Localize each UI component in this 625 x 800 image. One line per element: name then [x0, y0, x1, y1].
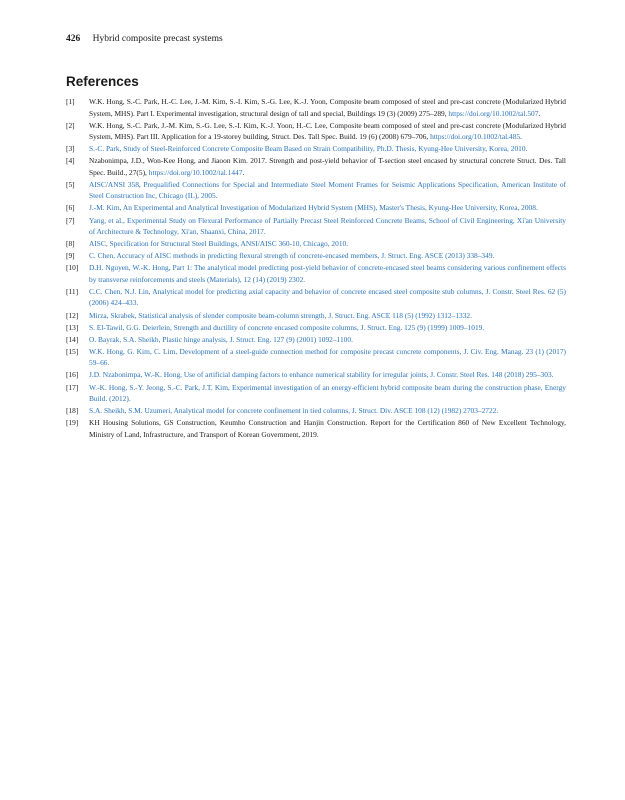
page-number: 426	[66, 34, 81, 44]
reference-item	[66, 382, 566, 405]
reference-number: [15]	[66, 346, 79, 356]
reference-number: [16]	[66, 370, 79, 380]
reference-item	[66, 346, 566, 369]
reference-number: [10]	[66, 263, 79, 273]
reference-item	[66, 179, 566, 202]
running-title: Hybrid composite precast systems	[92, 34, 223, 44]
reference-link[interactable]: S.-C. Park, Study of Steel-Reinforced Concrete Composite Beam Based on Strain Compatibility, Ph.D. Thesis, Kyung-Hee University, Korea, 2010.	[89, 144, 528, 154]
reference-text: Nzabonimpa, J.D., Won-Kee Hong, and Jiaoon Kim. 2017. Strength and post-yield behavior of T-section steel encased by structural concrete Struct. Des. Tall Spec. Build., 27(5),	[89, 156, 566, 177]
reference-link[interactable]: D.H. Nguyen, W.-K. Hong, Part 1: The analytical model predicting post-yield behavior of concrete-encased steel beams considering various confinement effects by transverse reinforcements and steels (Materials), 12 (14) (2019) 2302.	[89, 263, 566, 284]
doi-link[interactable]: https://doi.org/10.1002/tal.1447	[148, 167, 243, 177]
section-title: References	[66, 74, 139, 89]
reference-number: [2]	[66, 120, 75, 130]
reference-item	[66, 310, 566, 322]
reference-link[interactable]: J.-M. Kim, An Experimental and Analytical Investigation of Modularized Hybrid System (MHS), Master's Thesis, Kyung-Hee University, Korea, 2008.	[89, 203, 538, 213]
reference-item	[66, 120, 566, 143]
reference-number: [5]	[66, 179, 75, 189]
reference-list	[66, 96, 566, 441]
reference-link[interactable]: C. Chen, Accuracy of AISC methods in predicting flexural strength of concrete-encased members, J. Struct. Eng. ASCE (2013) 338–349.	[89, 251, 495, 261]
doi-link[interactable]: https://doi.org/10.1002/tal.507	[448, 108, 539, 118]
reference-item	[66, 262, 566, 285]
reference-link[interactable]: W.-K. Hong, S.-Y. Jeong, S.-C. Park, J.T. Kim, Experimental investigation of an energy-efficient hybrid composite beam during the construction phase, Energy Build. (2012).	[89, 382, 566, 403]
reference-link[interactable]: O. Bayrak, S.A. Sheikh, Plastic hinge analysis, J. Struct. Eng. 127 (9) (2001) 1092–1100.	[89, 334, 353, 344]
reference-item	[66, 238, 566, 250]
reference-number: [11]	[66, 286, 79, 296]
reference-item	[66, 202, 566, 214]
reference-link[interactable]: Mirza, Skrabek, Statistical analysis of slender composite beam-column strength, J. Struct. Eng. ASCE 118 (5) (1992) 1312–1332.	[89, 310, 472, 320]
reference-item	[66, 334, 566, 346]
reference-item	[66, 96, 566, 119]
reference-link[interactable]: AISC/ANSI 358, Prequalified Connections for Special and Intermediate Steel Moment Frames for Seismic Applications Specification, American Institute of Steel Construction Inc, Chicago (IL), 2005.	[89, 179, 566, 201]
reference-number: [8]	[66, 239, 75, 249]
reference-item	[66, 215, 566, 238]
reference-text: KH Housing Solutions, GS Construction, Keumho Construction and Hanjin Construction. Report for the Certification 860 of New Excellent Technology, Ministry of Land, Infrastructure, and Transport of Korean Government, 2019.	[89, 418, 566, 439]
reference-link[interactable]: S.A. Sheikh, S.M. Uzumeri, Analytical model for concrete confinement in tied columns, J. Struct. Div. ASCE 108 (12) (1982) 2703–2722.	[89, 406, 499, 416]
reference-item	[66, 405, 566, 417]
reference-number: [18]	[66, 406, 79, 416]
reference-link[interactable]: W.K. Hong, G. Kim, C. Lim, Development of a steel-guide connection method for composite precast concrete components, J. Civ. Eng. Manag. 23 (1) (2017) 59–66.	[89, 346, 566, 368]
reference-item	[66, 286, 566, 309]
reference-tail: .	[520, 132, 522, 142]
reference-number: [7]	[66, 215, 75, 225]
reference-number: [13]	[66, 322, 79, 332]
reference-link[interactable]: J.D. Nzabonimpa, W.-K. Hong, Use of artificial damping factors to enhance numerical stability for irregular joints, J. Constr. Steel Res. 148 (2018) 295–303.	[89, 370, 554, 380]
reference-number: [9]	[66, 251, 75, 261]
reference-number: [3]	[66, 144, 75, 154]
reference-item	[66, 250, 566, 262]
reference-item	[66, 322, 566, 334]
reference-item	[66, 155, 566, 178]
reference-tail: .	[538, 108, 541, 118]
reference-number: [6]	[66, 203, 75, 213]
reference-text: W.K. Hong, S.-C. Park, H.-C. Lee, J.-M. Kim, S.-I. Kim, S.-G. Lee, K.-J. Yoon, Composite beam composed of steel and pre-cast concrete (Modularized Hybrid System, MHS). Part I. Experimental investigation, structural design of tall and special, Buildings 19 (3) (2009) 275–289,	[89, 97, 566, 118]
reference-item	[66, 369, 566, 381]
reference-number: [12]	[66, 310, 79, 320]
doi-link[interactable]: https://doi.org/10.1002/tal.485	[430, 132, 521, 142]
reference-link[interactable]: S. El-Tawil, G.G. Deierlein, Strength and ductility of concrete encased composite columns, J. Struct. Eng. 125 (9) (1999) 1009–1019.	[89, 322, 485, 332]
reference-text: W.K. Hong, S.-C. Park, J.-M. Kim, S.-G. Lee, S.-I. Kim, K.-J. Yoon, H.-C. Lee, Composite beam composed of steel and pre-cast concrete (Modularized Hybrid System, MHS). Part III. Application for a 19-storey building, Struct. Des. Tall Spec. Build. 19 (6) (2008) 679–706,	[89, 120, 566, 142]
reference-number: [4]	[66, 156, 75, 166]
reference-item	[66, 143, 566, 155]
reference-link[interactable]: AISC, Specification for Structural Steel Buildings, ANSI/AISC 360-10, Chicago, 2010.	[89, 239, 349, 249]
reference-number: [1]	[66, 97, 75, 106]
reference-tail: .	[242, 167, 245, 177]
reference-number: [14]	[66, 334, 79, 344]
reference-link[interactable]: Yang, et al., Experimental Study on Flexural Performance of Partially Precast Steel Reinforced Concrete Beams, School of Civil Engineering, Xi'an University of Architecture & Technology, Xi'an, Shaanxi, China, 2017.	[89, 215, 566, 237]
reference-number: [19]	[66, 418, 79, 428]
running-head	[66, 33, 223, 45]
reference-link[interactable]: C.C. Chen, N.J. Lin, Analytical model for predicting axial capacity and behavior of concrete encased steel composite stub columns, J. Constr. Steel Res. 62 (5) (2006) 424–433.	[89, 286, 566, 308]
reference-item	[66, 417, 566, 440]
reference-number: [17]	[66, 382, 79, 392]
